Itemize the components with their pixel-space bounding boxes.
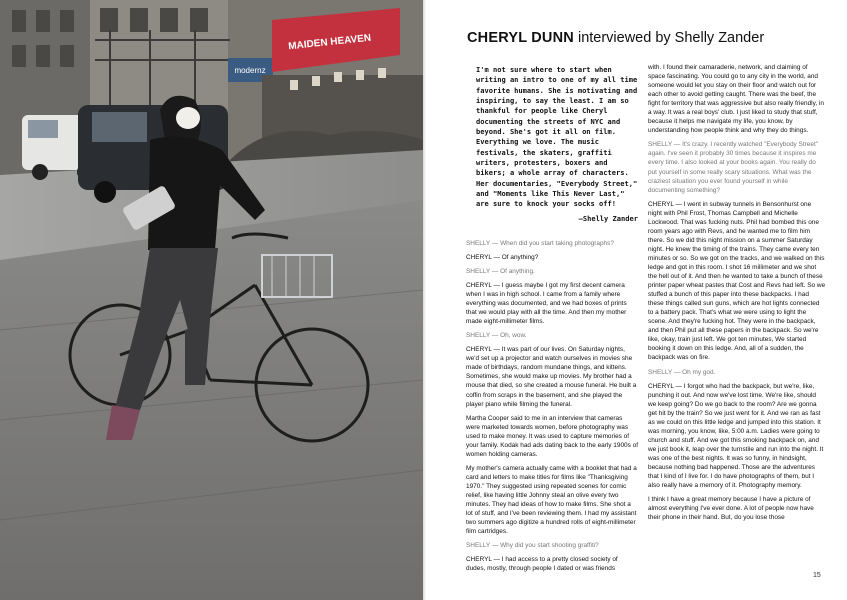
- interview-question: SHELLY — When did you start taking photographs?: [466, 239, 614, 247]
- page-gutter: [423, 0, 426, 600]
- interview-question: SHELLY — Of anything.: [466, 267, 535, 275]
- interview-answer: CHERYL — Of anything?: [466, 253, 539, 261]
- title-name: CHERYL DUNN: [467, 30, 574, 46]
- page-number: 15: [813, 572, 821, 579]
- interview-question: SHELLY — Oh my god.: [648, 368, 716, 376]
- interview-answer: CHERYL — I forgot who had the backpack, but we're, like, punching it out. And now we've lost time. We're like, should we keep going? Do we go back to the room? Are we gonna get hit by the train? So we just went for it. And we ran as fast as we could on this little ledge and jumped into this station. It was morning, you know, like, 5:00 a.m. Ladies were going to church and stuff. And we got this smoking backpack on, and we just book it, leap over the turnstile and run into the night. It was one of the best nights. It was so funny, in hindsight, because nothing bad happened. Those are the adventures that I kind of I live for. I do have photographs of them, but I also really have a memory of it. Photography memory.: [648, 382, 824, 490]
- title-subtitle: interviewed by Shelly Zander: [573, 30, 765, 46]
- body-paragraph: I think I have a great memory because I have a picture of almost everything I've ever done. A lot of people now have their phone in their hand. But, do you lose those: [648, 496, 814, 522]
- body-paragraph: with. I found their camaraderie, network, and claiming of space fascinating. You could go to any city in the world, and someone would let you stay on their floor and watch out for each other to avoid getting caught. There was the beef, the fight for territory that was aggressive but also really friendly, in a way. It was a real boys' club. I just liked to study that stuff, because it helps me navigate my life, you know, by understanding how people think and why they do things.: [648, 64, 824, 135]
- column-2-body: [648, 63, 826, 522]
- interview-answer: CHERYL — I had access to a pretty closed society of dudes, mostly, through people I dated or was friends: [466, 556, 618, 573]
- interview-answer: CHERYL — I guess maybe I got my first decent camera when I was in high school. I came from a family where everything was documented, and we had boxes of prints that we would play with all the time. And then my mother made eight-millimeter films.: [466, 282, 627, 326]
- interview-question: SHELLY — It's crazy. I recently watched "Everybody Street" again. I've seen it probably 30 times because it inspires me every time. I also looked at your books again. You really do put yourself in some really scary situations. What was the craziest situation you ever found yourself in while documenting something?: [648, 141, 819, 194]
- column-1: [466, 65, 638, 578]
- shop-sign-text: modernz: [234, 66, 266, 75]
- body-paragraph: Martha Cooper said to me in an interview that cameras were marketed towards women, before photography was used to make money. It was used to capture memories of your family. Kodak had ads dating back to the early 1900s of women holding cameras.: [466, 414, 639, 458]
- interview-answer: CHERYL — I went in subway tunnels in Bensonhurst one night with Phil Frost, Thomas Campbell and Michelle Lockwood. That was fucking nuts. Phil had bombed this one room years ago with Revs, and he wanted me to film him there. So we did this night mission on a summer Saturday night. He knew the timing of the trains. They came every ten minutes or so. So we got on the tracks, and we walked on this ledge and got in this room. I shot 16 millimeter and we shot the hell out of it. And then he wanted to take a bunch of these printer paper wheat pastes that Cost and Revs had left. So we stuffed a bunch of this paper into these backpacks. I had these things called sun guns, which are hot lights connected to a battery pack. That's what we were using to light the scene. And they're fucking hot. They were in the backpack, and then Phil put all these papers in the backpack. So we're like, okay, train just left. We got ten minutes, We started booking it down on this ledge. And, all of a sudden, the backpack was on fire.: [648, 200, 826, 362]
- interview-question: SHELLY — Why did you start shooting graffiti?: [466, 542, 599, 550]
- cover-photograph: [0, 0, 423, 600]
- interview-answer: CHERYL — It was part of our lives. On Saturday nights, we'd set up a projector and watch ourselves in movies she made of birthdays, random mundane things, and kittens. Sometimes, she would make up movies. My brother had a mouse that died, so she created a mouse funeral. He built a coffin from scraps in the basement, and she played the player piano while filming the funeral.: [466, 346, 637, 408]
- intro-signature: —Shelly Zander: [578, 213, 638, 223]
- intro-paragraph: I'm not sure where to start when writing an intro to one of my all time favorite humans. She is motivating and inspiring, to say the least. I am so thankful for people like Cheryl documenting the streets of NYC and beyond. She's got it all on film. Everything we love. The music festivals, the skaters, graffiti writers, protesters, boxers and bikers; a whole array of characters. Her documentaries, "Everybody Street," and "Moments like This Never Last," are sure to knock your socks off!: [476, 65, 638, 209]
- column-1-body: [466, 239, 638, 574]
- storefront-sign-text: MAIDEN HEAVEN: [287, 32, 372, 53]
- column-2: [648, 63, 826, 527]
- article-title: [467, 30, 827, 46]
- interview-question: SHELLY — Oh, wow.: [466, 332, 527, 340]
- body-paragraph: My mother's camera actually came with a booklet that had a card and letters to make titles for films like "Thanksgiving 1970." They suggested using repeated scenes for comic relief, like having little Johnny steal an olive every two minutes. They had ideas of how to make films. She shot a lot of stuff, and I've been reviewing them. I had my assistant two summers ago digitize a hundred rolls of eight-millimeter film cartridges.: [466, 464, 637, 536]
